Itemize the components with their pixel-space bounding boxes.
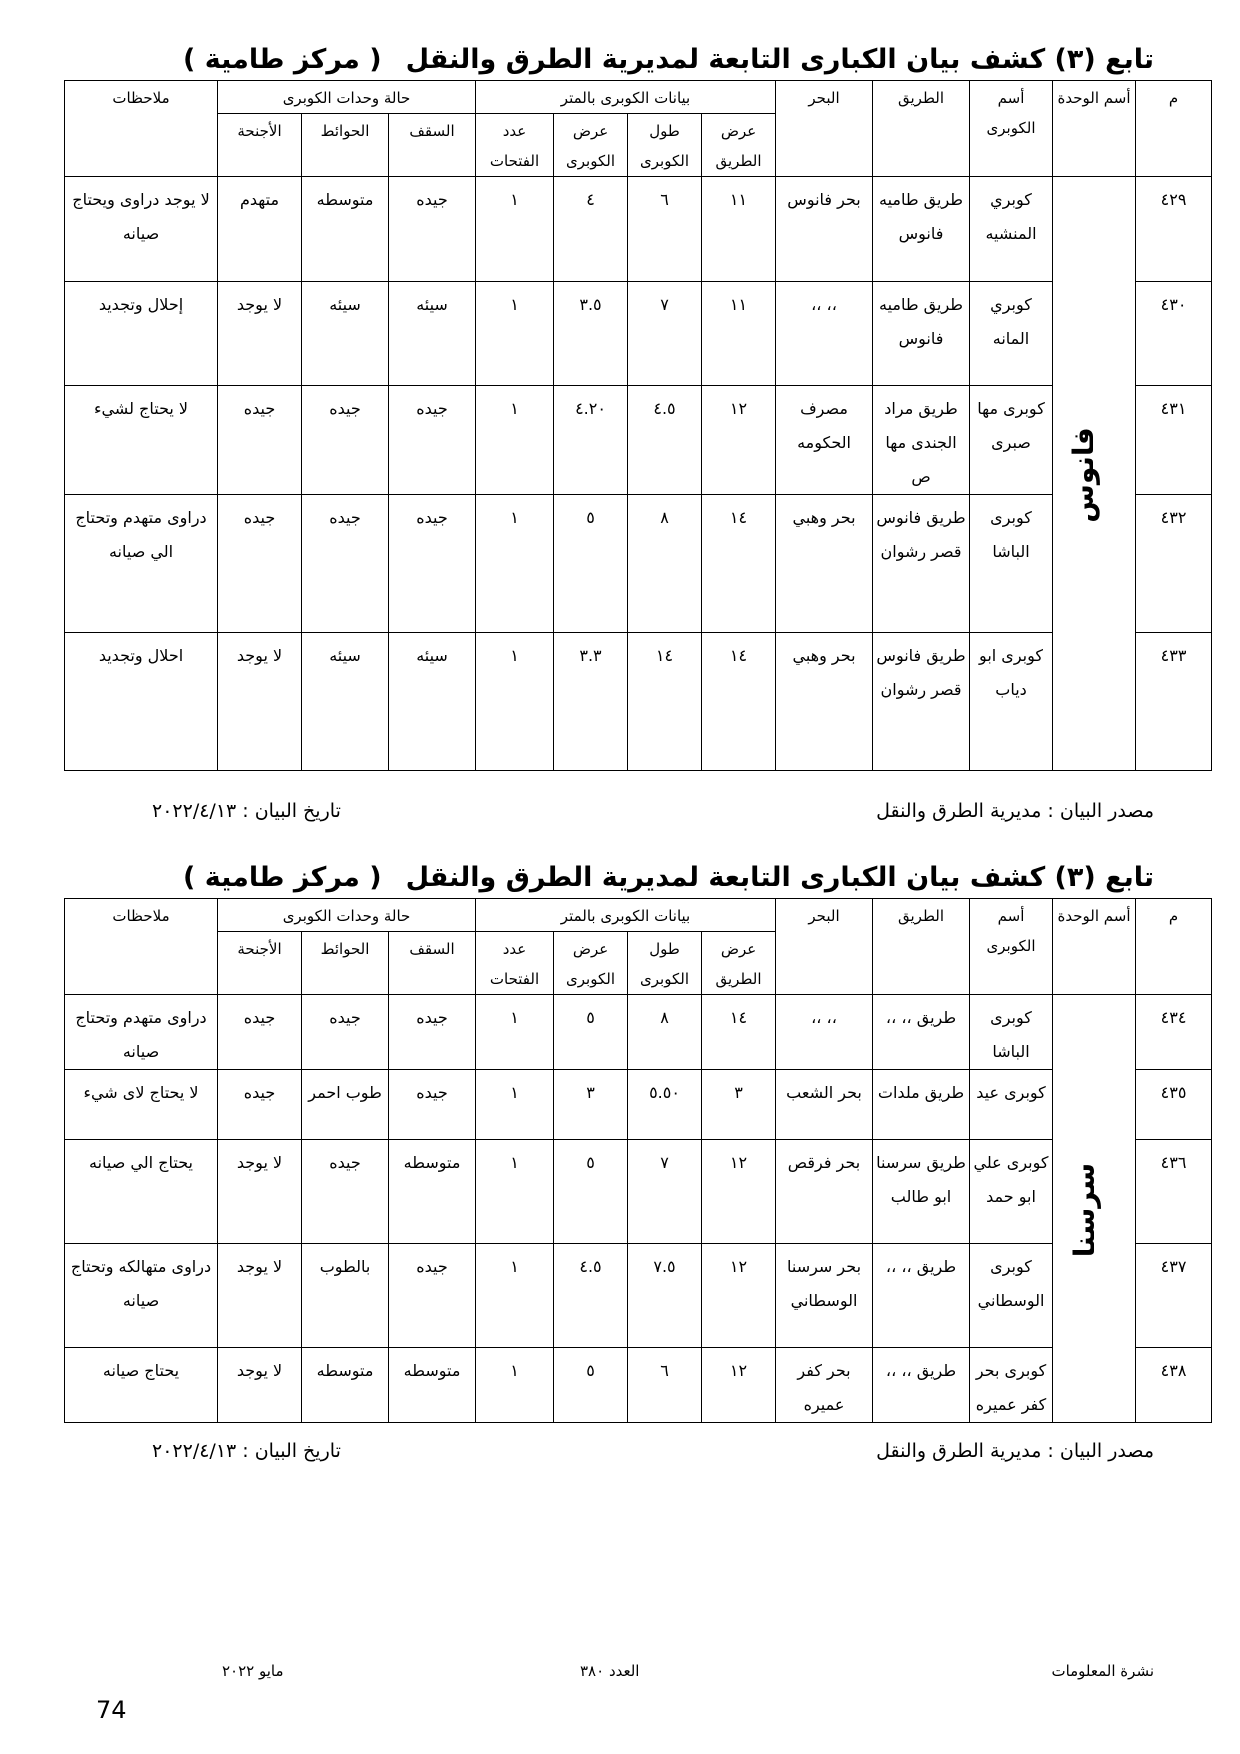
cell-openings: ١ [476, 386, 554, 495]
cell-road: طريق مراد الجندى مها ص [873, 386, 970, 495]
cell-roof: جيده [389, 1244, 476, 1348]
footer-issue: العدد ٣٨٠ [580, 1662, 640, 1680]
header-roof: السقف [389, 932, 476, 995]
table-row [65, 495, 1212, 633]
cell-width: ٤.٢٠ [554, 386, 628, 495]
header-unit: أسم الوحدة [1053, 81, 1136, 177]
cell-notes: دراوى متهدم وتحتاج صيانه [65, 995, 218, 1070]
cell-m: ٤٣٤ [1136, 995, 1212, 1070]
cell-notes: احلال وتجديد [65, 633, 218, 771]
cell-sea: بحر وهبي [776, 633, 873, 771]
cell-m: ٤٣٢ [1136, 495, 1212, 633]
cell-wings: لا يوجد [218, 633, 302, 771]
cell-length: ٧ [628, 1140, 702, 1244]
header-data-group: بيانات الكوبرى بالمتر [476, 899, 776, 932]
cell-road: طريق طاميه فانوس [873, 282, 970, 386]
cell-roof: سيئه [389, 282, 476, 386]
header-notes: ملاحظات [65, 899, 218, 995]
header-bridge-length: طول الكوبرى [628, 932, 702, 995]
footer-month: مايو ٢٠٢٢ [222, 1662, 284, 1680]
cell-road-width: ١٢ [702, 386, 776, 495]
table1-source: مصدر البيان : مديرية الطرق والنقل [876, 800, 1154, 822]
unit-name: فانوس [1067, 426, 1101, 523]
cell-road: طريق ،، ،، [873, 1244, 970, 1348]
header-wings: الأجنحة [218, 932, 302, 995]
cell-notes: دراوى متهدم وتحتاج الي صيانه [65, 495, 218, 633]
header-sea: البحر [776, 899, 873, 995]
cell-openings: ١ [476, 995, 554, 1070]
cell-wings: جيده [218, 386, 302, 495]
cell-road-width: ١٤ [702, 633, 776, 771]
cell-road: طريق ،، ،، [873, 1348, 970, 1423]
header-wings: الأجنحة [218, 114, 302, 177]
cell-m: ٤٣٥ [1136, 1070, 1212, 1140]
header-walls: الحوائط [302, 932, 389, 995]
cell-walls: متوسطه [302, 177, 389, 282]
table-row [65, 1070, 1212, 1140]
cell-sea: ،، ،، [776, 995, 873, 1070]
cell-road: طريق ،، ،، [873, 995, 970, 1070]
cell-bridge: كوبرى الباشا [970, 995, 1053, 1070]
bridges-table-2 [64, 898, 1212, 1423]
cell-length: ٦ [628, 177, 702, 282]
cell-roof: جيده [389, 386, 476, 495]
cell-width: ٤ [554, 177, 628, 282]
cell-notes: إحلال وتجديد [65, 282, 218, 386]
cell-sea: بحر فرقص [776, 1140, 873, 1244]
table-row [65, 1348, 1212, 1423]
header-bridge-width: عرض الكوبرى [554, 114, 628, 177]
cell-roof: جيده [389, 177, 476, 282]
cell-sea: بحر وهبي [776, 495, 873, 633]
cell-sea: بحر الشعب [776, 1070, 873, 1140]
cell-openings: ١ [476, 1140, 554, 1244]
cell-road-width: ١٢ [702, 1244, 776, 1348]
unit-name: سرسنا [1067, 1162, 1101, 1257]
cell-wings: جيده [218, 995, 302, 1070]
header-road: الطريق [873, 899, 970, 995]
cell-road-width: ١٤ [702, 995, 776, 1070]
cell-width: ٥ [554, 1348, 628, 1423]
cell-bridge: كوبرى الوسطاني [970, 1244, 1053, 1348]
cell-walls: سيئه [302, 282, 389, 386]
cell-wings: جيده [218, 1070, 302, 1140]
cell-road-width: ١٢ [702, 1140, 776, 1244]
cell-roof: جيده [389, 1070, 476, 1140]
cell-width: ٥ [554, 1140, 628, 1244]
cell-length: ٨ [628, 495, 702, 633]
cell-notes: يحتاج الي صيانه [65, 1140, 218, 1244]
cell-wings: جيده [218, 495, 302, 633]
header-unit: أسم الوحدة [1053, 899, 1136, 995]
bridges-table-1 [64, 80, 1212, 771]
cell-walls: جيده [302, 386, 389, 495]
cell-width: ٥ [554, 995, 628, 1070]
table-row [65, 633, 1212, 771]
cell-road: طريق ملدات [873, 1070, 970, 1140]
header-notes: ملاحظات [65, 81, 218, 177]
cell-m: ٤٣٦ [1136, 1140, 1212, 1244]
header-road-width: عرض الطريق [702, 114, 776, 177]
cell-width: ٥ [554, 495, 628, 633]
cell-length: ٧.٥ [628, 1244, 702, 1348]
header-roof: السقف [389, 114, 476, 177]
cell-notes: لا يحتاج لشيء [65, 386, 218, 495]
cell-m: ٤٣٨ [1136, 1348, 1212, 1423]
cell-walls: جيده [302, 495, 389, 633]
cell-bridge: كوبرى ابو دياب [970, 633, 1053, 771]
cell-road: طريق فانوس قصر رشوان [873, 495, 970, 633]
cell-length: ٨ [628, 995, 702, 1070]
cell-notes: لا يحتاج لاى شيء [65, 1070, 218, 1140]
header-walls: الحوائط [302, 114, 389, 177]
table2-title-main: تابع (٣) كشف بيان الكبارى التابعة لمديرية الطرق والنقل [405, 862, 1154, 893]
cell-length: ٤.٥ [628, 386, 702, 495]
header-bridge-length: طول الكوبرى [628, 114, 702, 177]
header-data-group: بيانات الكوبرى بالمتر [476, 81, 776, 114]
table2-title-area: ( مركز طامية ) [183, 862, 382, 893]
table-row [65, 177, 1212, 282]
cell-unit [1053, 177, 1136, 771]
cell-length: ٧ [628, 282, 702, 386]
header-sea: البحر [776, 81, 873, 177]
cell-walls: متوسطه [302, 1348, 389, 1423]
cell-road-width: ١٤ [702, 495, 776, 633]
cell-wings: متهدم [218, 177, 302, 282]
cell-walls: جيده [302, 995, 389, 1070]
cell-roof: متوسطه [389, 1348, 476, 1423]
table2-title [183, 862, 1154, 893]
cell-m: ٤٣٣ [1136, 633, 1212, 771]
cell-openings: ١ [476, 495, 554, 633]
header-road: الطريق [873, 81, 970, 177]
cell-m: ٤٢٩ [1136, 177, 1212, 282]
cell-openings: ١ [476, 633, 554, 771]
cell-bridge: كوبري المنشيه [970, 177, 1053, 282]
header-road-width: عرض الطريق [702, 932, 776, 995]
cell-sea: بحر كفر عميره [776, 1348, 873, 1423]
cell-bridge: كوبرى بحر كفر عميره [970, 1348, 1053, 1423]
cell-road-width: ٣ [702, 1070, 776, 1140]
table2-source: مصدر البيان : مديرية الطرق والنقل [876, 1440, 1154, 1462]
table1-title-main: تابع (٣) كشف بيان الكبارى التابعة لمديرية الطرق والنقل [405, 44, 1154, 75]
cell-road: طريق سرسنا ابو طالب [873, 1140, 970, 1244]
cell-roof: جيده [389, 495, 476, 633]
cell-bridge: كوبرى علي ابو حمد [970, 1140, 1053, 1244]
table1-date: تاريخ البيان : ٢٠٢٢/٤/١٣ [152, 800, 341, 822]
cell-walls: جيده [302, 1140, 389, 1244]
footer-publication: نشرة المعلومات [1051, 1662, 1154, 1680]
cell-road: طريق طاميه فانوس [873, 177, 970, 282]
cell-m: ٤٣١ [1136, 386, 1212, 495]
cell-sea: بحر سرسنا الوسطاني [776, 1244, 873, 1348]
table2-date: تاريخ البيان : ٢٠٢٢/٤/١٣ [152, 1440, 341, 1462]
table1-title-area: ( مركز طامية ) [183, 44, 382, 75]
cell-walls: سيئه [302, 633, 389, 771]
cell-openings: ١ [476, 1070, 554, 1140]
header-openings: عدد الفتحات [476, 932, 554, 995]
cell-road-width: ١١ [702, 282, 776, 386]
header-state-group: حالة وحدات الكوبرى [218, 899, 476, 932]
table1-title [183, 44, 1154, 75]
cell-bridge: كوبرى الباشا [970, 495, 1053, 633]
cell-unit [1053, 995, 1136, 1423]
cell-notes: دراوى متهالكه وتحتاج صيانه [65, 1244, 218, 1348]
cell-sea: مصرف الحكومه [776, 386, 873, 495]
cell-roof: جيده [389, 995, 476, 1070]
cell-bridge: كوبرى مها صبرى [970, 386, 1053, 495]
cell-m: ٤٣٠ [1136, 282, 1212, 386]
cell-width: ٤.٥ [554, 1244, 628, 1348]
cell-length: ٥.٥٠ [628, 1070, 702, 1140]
cell-walls: طوب احمر [302, 1070, 389, 1140]
cell-openings: ١ [476, 1348, 554, 1423]
header-bridge: أسم الكوبرى [970, 81, 1053, 177]
header-m: م [1136, 899, 1212, 995]
header-bridge: أسم الكوبرى [970, 899, 1053, 995]
table-row [65, 1244, 1212, 1348]
table-row [65, 995, 1212, 1070]
header-openings: عدد الفتحات [476, 114, 554, 177]
cell-notes: لا يوجد دراوى ويحتاج صيانه [65, 177, 218, 282]
cell-road-width: ١٢ [702, 1348, 776, 1423]
header-state-group: حالة وحدات الكوبرى [218, 81, 476, 114]
page-number: 74 [96, 1696, 127, 1724]
header-bridge-width: عرض الكوبرى [554, 932, 628, 995]
cell-wings: لا يوجد [218, 1348, 302, 1423]
cell-openings: ١ [476, 1244, 554, 1348]
cell-wings: لا يوجد [218, 1140, 302, 1244]
cell-width: ٣ [554, 1070, 628, 1140]
cell-walls: بالطوب [302, 1244, 389, 1348]
cell-length: ١٤ [628, 633, 702, 771]
cell-road-width: ١١ [702, 177, 776, 282]
cell-openings: ١ [476, 282, 554, 386]
cell-notes: يحتاج صيانه [65, 1348, 218, 1423]
cell-m: ٤٣٧ [1136, 1244, 1212, 1348]
header-m: م [1136, 81, 1212, 177]
cell-roof: سيئه [389, 633, 476, 771]
table-row [65, 282, 1212, 386]
cell-roof: متوسطه [389, 1140, 476, 1244]
cell-bridge: كوبرى عيد [970, 1070, 1053, 1140]
cell-bridge: كوبري المانه [970, 282, 1053, 386]
cell-sea: ،، ،، [776, 282, 873, 386]
cell-wings: لا يوجد [218, 282, 302, 386]
cell-length: ٦ [628, 1348, 702, 1423]
cell-sea: بحر فانوس [776, 177, 873, 282]
cell-width: ٣.٥ [554, 282, 628, 386]
cell-wings: لا يوجد [218, 1244, 302, 1348]
cell-width: ٣.٣ [554, 633, 628, 771]
cell-road: طريق فانوس قصر رشوان [873, 633, 970, 771]
cell-openings: ١ [476, 177, 554, 282]
